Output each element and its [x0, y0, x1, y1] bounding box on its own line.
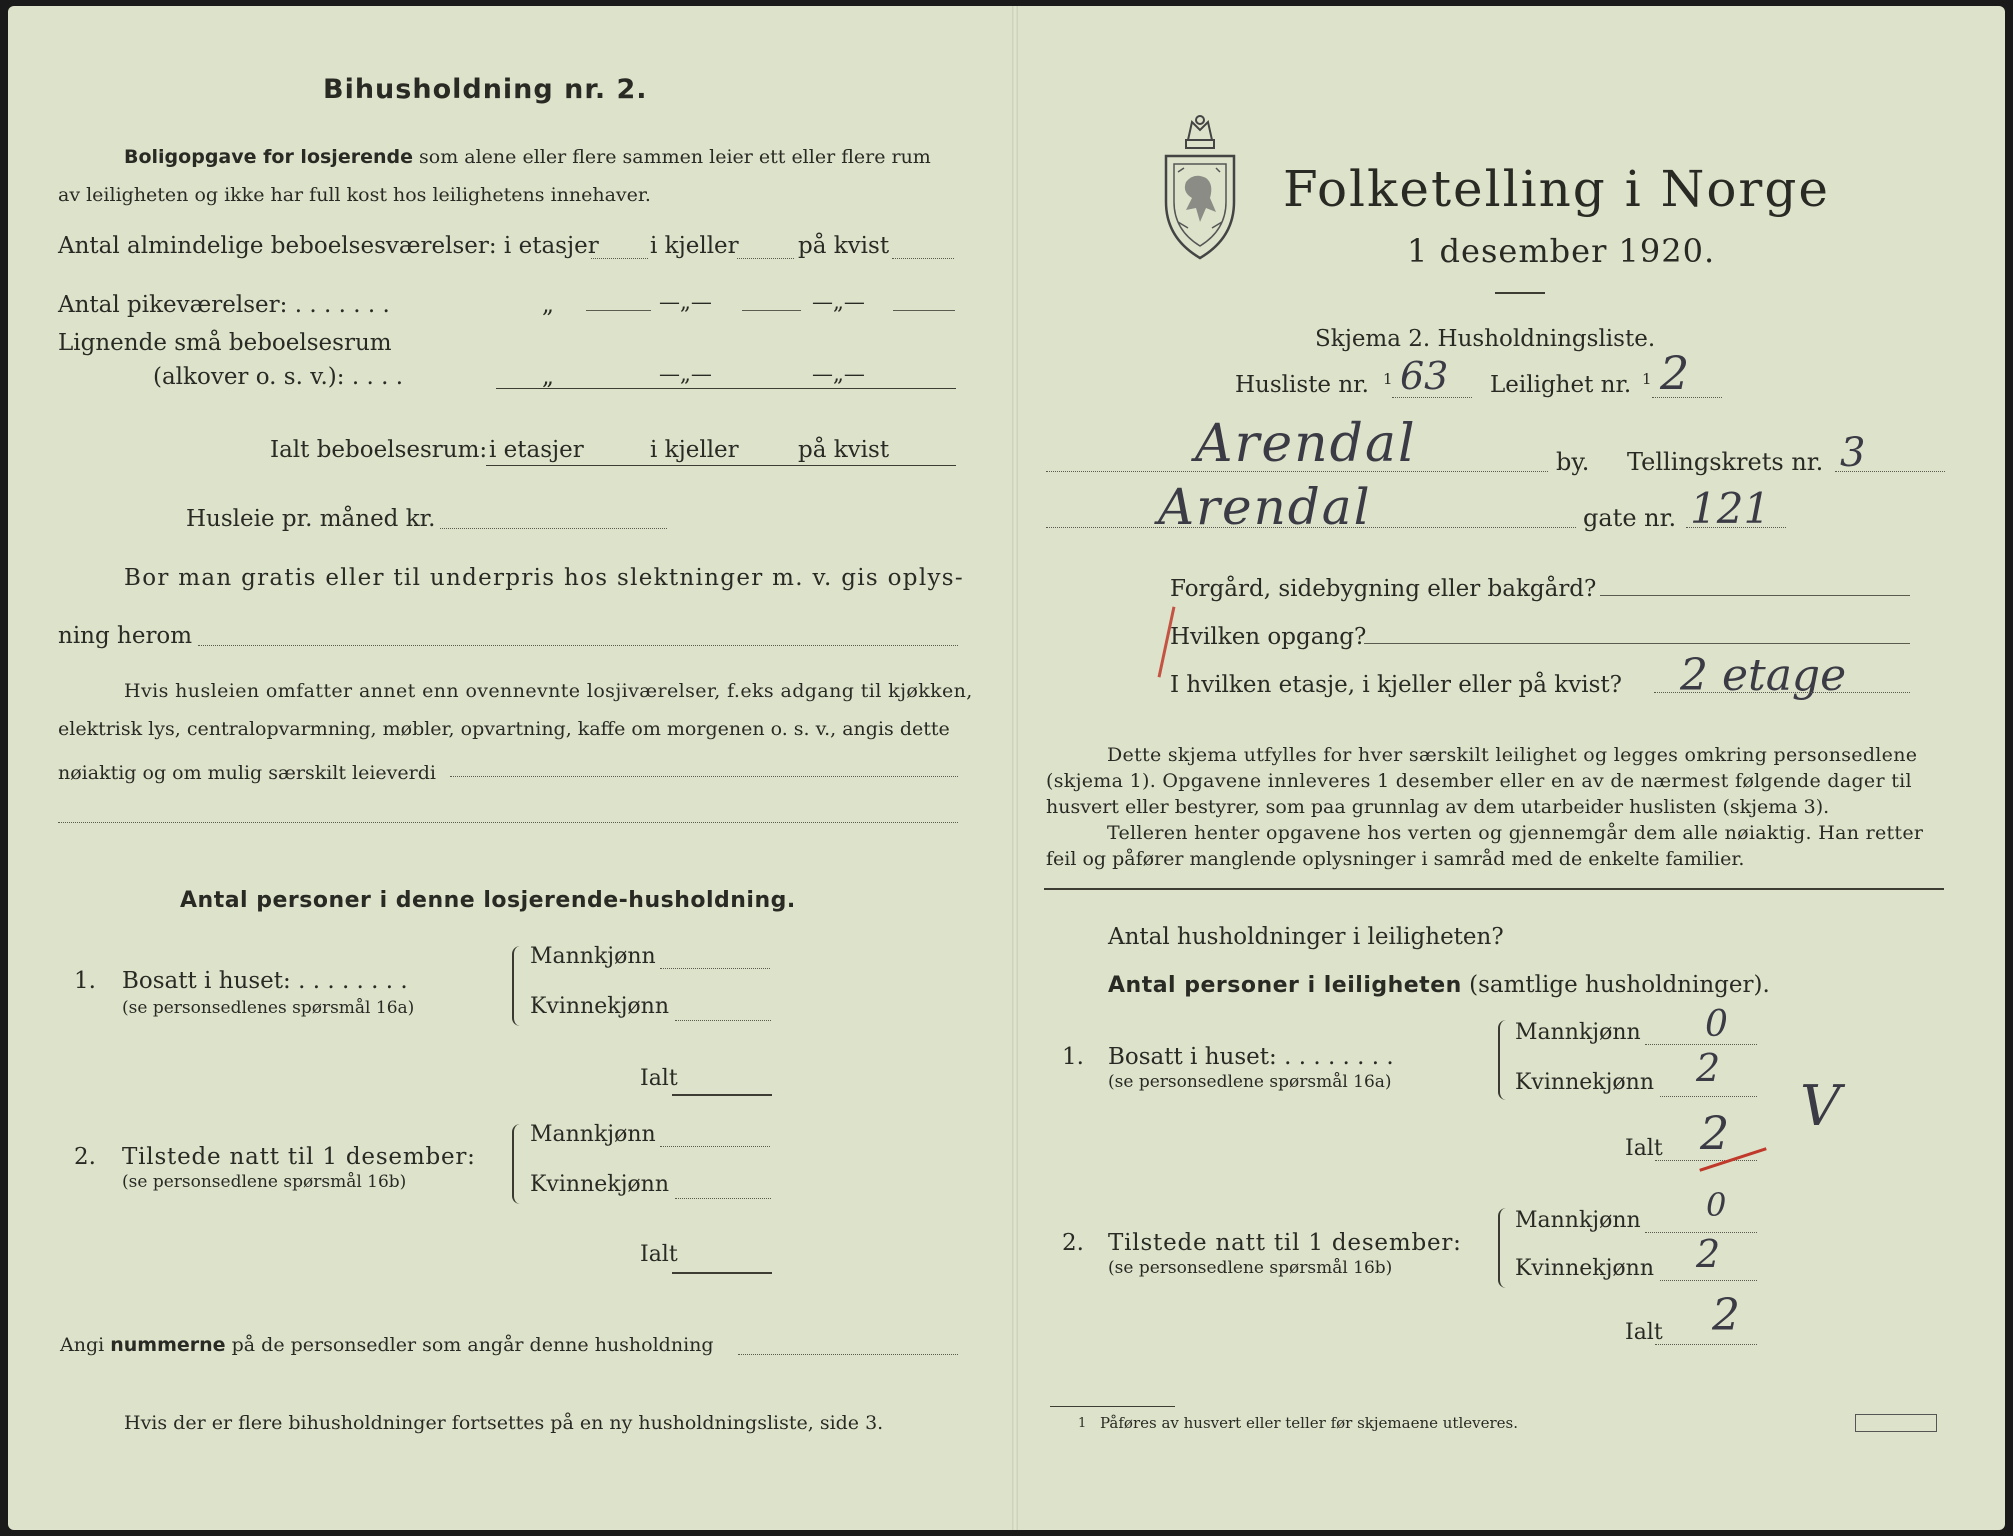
- angi-line[interactable]: [738, 1354, 958, 1355]
- etasje-value[interactable]: 2 etage: [1680, 650, 1847, 701]
- hvis-line1: Hvis husleien omfatter annet enn ovennevnte losjiværelser, f.eks adgang til kjøkken,: [124, 680, 973, 702]
- intro-rest: som alene eller flere sammen leier ett eller flere rum: [419, 146, 931, 168]
- left-q1-mann: Mannkjønn: [530, 944, 656, 969]
- angi-pre: Angi: [60, 1334, 105, 1356]
- krets-line: [1835, 471, 1945, 472]
- forgard-label: Forgård, sidebygning eller bakgård?: [1170, 576, 1597, 602]
- antal-husholdninger: Antal husholdninger i leiligheten?: [1108, 924, 1504, 950]
- ialt-line[interactable]: [486, 465, 956, 466]
- intro-line2: av leiligheten og ikke har full kost hos leilighetens innehaver.: [58, 184, 651, 206]
- left-q1-kvinne: Kvinnekjønn: [530, 994, 669, 1019]
- persons-heading: Antal personer i denne losjerende-husholdning.: [180, 888, 796, 913]
- leilighet-label: Leilighet nr.: [1490, 372, 1632, 398]
- left-q2-sub: (se personsedlene spørsmål 16b): [122, 1172, 407, 1192]
- husliste-label: Husliste nr.: [1235, 372, 1369, 398]
- left-heading: Bihusholdning nr. 2.: [323, 74, 648, 105]
- hvis-line2: elektrisk lys, centralopvarmning, møbler, opvartning, kaffe om morgenen o. s. v., angis dette: [58, 718, 950, 740]
- left-q2-brace: [512, 1124, 522, 1204]
- leilighet-footnote-mark: 1: [1642, 370, 1652, 388]
- antal-personer-rest: (samtlige husholdninger).: [1469, 972, 1770, 998]
- right-q1-sub: (se personsedlene spørsmål 16a): [1108, 1072, 1392, 1092]
- alkover-line[interactable]: [496, 388, 956, 389]
- right-q2-ialt-label: Ialt: [1625, 1320, 1663, 1345]
- by-label: by.: [1556, 448, 1590, 476]
- pike-line-3[interactable]: [893, 310, 955, 311]
- pike-line-1[interactable]: [586, 310, 651, 311]
- right-q1-mann-value[interactable]: 0: [1705, 1004, 1728, 1045]
- right-q2-mann-label: Mannkjønn: [1515, 1208, 1641, 1233]
- pike-dash-2: —„—: [812, 290, 865, 314]
- left-q1-mann-line[interactable]: [660, 968, 770, 969]
- right-q1-ialt-value[interactable]: 2: [1700, 1106, 1730, 1160]
- ialt-beboelsesrum-label: Ialt beboelsesrum:: [270, 437, 488, 463]
- hvis-line3: nøiaktig og om mulig særskilt leieverdi: [58, 762, 436, 784]
- krets-value[interactable]: 3: [1840, 430, 1866, 476]
- husleie-line[interactable]: [440, 528, 667, 529]
- right-q1-mann-label: Mannkjønn: [1515, 1020, 1641, 1045]
- left-q2-kvinne: Kvinnekjønn: [530, 1172, 669, 1197]
- etasjer-line[interactable]: [591, 258, 648, 259]
- antal-personer-bold: Antal personer i leiligheten: [1108, 973, 1462, 998]
- alkover-quote: „: [542, 364, 554, 390]
- husliste-footnote-mark: 1: [1383, 370, 1393, 388]
- right-q2-mann-value[interactable]: 0: [1706, 1186, 1727, 1224]
- leilighet-line: [1652, 397, 1722, 398]
- left-q1-sub: (se personsedlenes spørsmål 16a): [122, 998, 415, 1018]
- left-q1-label: Bosatt i huset: . . . . . . . .: [122, 968, 408, 994]
- right-q2-kvinne-line: [1660, 1280, 1757, 1281]
- husliste-line: [1392, 397, 1472, 398]
- opgang-line[interactable]: [1364, 643, 1910, 644]
- ialt-kjeller-label: i kjeller: [650, 437, 739, 463]
- husleie-label: Husleie pr. måned kr.: [186, 506, 436, 532]
- bor-line[interactable]: [198, 645, 958, 646]
- lignende-label: Lignende små beboelsesrum: [58, 330, 392, 356]
- right-q2-ialt-value[interactable]: 2: [1712, 1290, 1740, 1341]
- footnote-text: Påføres av husvert eller teller før skjemaene utleveres.: [1100, 1414, 1518, 1432]
- pike-line-2[interactable]: [742, 310, 801, 311]
- alkover-dash-1: —„—: [659, 362, 712, 386]
- right-q1-ialt-label: Ialt: [1625, 1136, 1663, 1161]
- bor-line1: Bor man gratis eller til underpris hos slektninger m. v. gis oplys-: [124, 565, 964, 591]
- right-q1-mann-line: [1645, 1044, 1757, 1045]
- right-q1-num: 1.: [1062, 1044, 1084, 1070]
- right-q2-sub: (se personsedlene spørsmål 16b): [1108, 1258, 1393, 1278]
- form-title: Folketelling i Norge: [1283, 160, 1830, 218]
- info-line3: husvert eller bestyrer, som paa grunnlag av dem utarbeider huslisten (skjema 3).: [1046, 796, 1830, 818]
- left-q1-kvinne-line[interactable]: [675, 1020, 771, 1021]
- extra-line[interactable]: [58, 822, 958, 823]
- left-q2-ialt-line[interactable]: [672, 1272, 772, 1274]
- right-q2-kvinne-value[interactable]: 2: [1696, 1232, 1721, 1276]
- printer-stamp: [1855, 1414, 1937, 1432]
- right-q1-kvinne-label: Kvinnekjønn: [1515, 1070, 1654, 1095]
- right-q1-kvinne-line: [1660, 1096, 1757, 1097]
- left-q2-mann: Mannkjønn: [530, 1122, 656, 1147]
- gate-value[interactable]: Arendal: [1158, 478, 1372, 536]
- pike-quote: „: [542, 292, 554, 318]
- left-q1-brace: [512, 946, 522, 1026]
- form-date: 1 desember 1920.: [1407, 232, 1716, 270]
- kjeller-label: i kjeller: [650, 233, 739, 259]
- bor-line2: ning herom: [58, 623, 193, 649]
- title-divider: [1495, 292, 1545, 294]
- gate-line: [1046, 527, 1576, 528]
- ialt-etasjer-label: i etasjer: [489, 437, 584, 463]
- left-q2-kvinne-line[interactable]: [675, 1198, 771, 1199]
- right-q1-kvinne-value[interactable]: 2: [1696, 1046, 1721, 1090]
- husliste-value[interactable]: 63: [1400, 354, 1449, 398]
- leieverdi-line[interactable]: [450, 776, 958, 777]
- by-line: [1046, 471, 1548, 472]
- coat-of-arms-icon: [1160, 112, 1240, 262]
- info-line5: feil og påfører manglende oplysninger i samråd med de enkelte familier.: [1046, 848, 1745, 870]
- gate-nr-line: [1686, 527, 1786, 528]
- ialt-kvist-label: på kvist: [798, 437, 890, 463]
- etasje-line: [1654, 692, 1910, 693]
- left-q2-ialt: Ialt: [640, 1242, 678, 1267]
- footnote-mark: 1: [1078, 1416, 1087, 1431]
- right-q1-brace: [1498, 1020, 1508, 1100]
- skjema-label: Skjema 2. Husholdningsliste.: [1315, 326, 1656, 352]
- right-q2-brace: [1498, 1208, 1508, 1288]
- left-q2-num: 2.: [74, 1144, 96, 1170]
- intro-bold: Boligopgave for losjerende: [124, 146, 413, 168]
- gate-nr-value[interactable]: 121: [1690, 484, 1771, 533]
- right-q1-label: Bosatt i huset: . . . . . . . .: [1108, 1044, 1394, 1070]
- left-footer: Hvis der er flere bihusholdninger fortsettes på en ny husholdningsliste, side 3.: [124, 1412, 884, 1434]
- left-q2-label: Tilstede natt til 1 desember:: [122, 1144, 476, 1170]
- kjeller-line[interactable]: [737, 258, 794, 259]
- right-q2-label: Tilstede natt til 1 desember:: [1108, 1230, 1462, 1256]
- pike-row-label: Antal pikeværelser: . . . . . . .: [58, 292, 390, 318]
- opgang-label: Hvilken opgang?: [1170, 624, 1367, 650]
- left-q1-ialt: Ialt: [640, 1066, 678, 1091]
- info-line4: Telleren henter opgavene hos verten og gjennemgår dem alle nøiaktig. Han retter: [1107, 822, 1924, 844]
- left-q1-ialt-line[interactable]: [672, 1094, 772, 1096]
- right-q2-ialt-line: [1655, 1344, 1757, 1345]
- left-q2-mann-line[interactable]: [660, 1146, 770, 1147]
- kvist-line[interactable]: [892, 258, 954, 259]
- footnote-rule: [1050, 1406, 1175, 1407]
- info-line2: (skjema 1). Opgavene innleveres 1 desember eller en av de nærmest følgende dager til: [1046, 770, 1912, 792]
- info-line1: Dette skjema utfylles for hver særskilt leilighet og legges omkring personsedlene: [1107, 744, 1918, 766]
- by-value[interactable]: Arendal: [1195, 414, 1417, 474]
- info-divider: [1044, 888, 1944, 890]
- etasje-question: I hvilken etasje, i kjeller eller på kvist?: [1170, 672, 1622, 698]
- leilighet-value[interactable]: 2: [1660, 346, 1690, 400]
- right-q2-kvinne-label: Kvinnekjønn: [1515, 1256, 1654, 1281]
- krets-label: Tellingskrets nr.: [1627, 448, 1824, 476]
- alkover-dash-2: —„—: [812, 362, 865, 386]
- check-mark: V: [1800, 1074, 1841, 1139]
- pike-dash-1: —„—: [659, 290, 712, 314]
- right-q2-num: 2.: [1062, 1230, 1084, 1256]
- alkover-label: (alkover o. s. v.): . . . .: [153, 364, 404, 390]
- gate-label: gate nr.: [1583, 504, 1677, 532]
- forgard-line[interactable]: [1600, 595, 1910, 596]
- angi-bold: nummerne: [110, 1334, 226, 1356]
- antal-row-label: Antal almindelige beboelsesværelser: i etasjer: [58, 233, 599, 259]
- right-q1-ialt-line: [1655, 1160, 1757, 1161]
- left-q1-num: 1.: [74, 968, 96, 994]
- kvist-label: på kvist: [798, 233, 890, 259]
- page-fold: [1012, 6, 1018, 1530]
- angi-post: på de personsedler som angår denne husholdning: [231, 1334, 714, 1356]
